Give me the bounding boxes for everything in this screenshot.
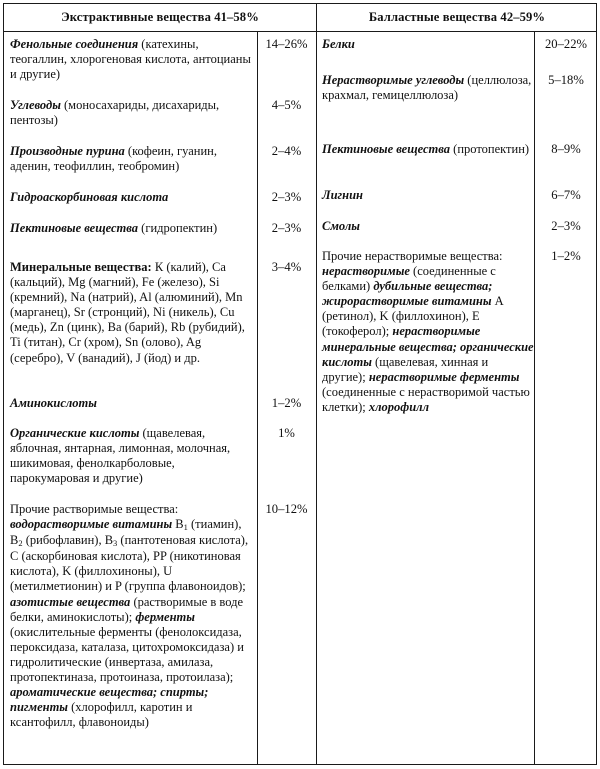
substance-percent: 1–2%	[551, 249, 581, 263]
substance-name: Минеральные вещества: К (калий), Ca (кальций), Mg (магний), Fe (железо), Si (кремний), Na (натрий), Al (алюминий), Mn (марганец), Sr (стронций), Ni (никель), Cu (медь), Zn (цинк), Ba (барий), Rb (рубидий), Ti (титан), Cr (хром), Sn (олово), Ag (серебро), V (ванадий), J (йод) и др.	[10, 260, 245, 365]
substance-percent: 5–18%	[548, 73, 584, 87]
substance-percent: 14–26%	[265, 37, 308, 51]
composition-table	[3, 3, 597, 765]
substance-percent: 1%	[278, 426, 295, 440]
substance-percent: 2–3%	[271, 190, 302, 204]
substance-name: Фенольные соединения (катехины, теогаллин, хлорогеновая кислота, антоцианы и другие)	[10, 37, 251, 82]
substance-percent: 2–3%	[271, 221, 302, 235]
substance-name: Лигнин	[322, 188, 363, 202]
substance-name: Углеводы (моносахариды, дисахариды, пентозы)	[10, 98, 220, 128]
substance-percent: 4–5%	[271, 98, 302, 112]
substance-name: Прочие растворимые вещества: водорастворимые витамины $B_1$ (тиамин), $B_2$ (рибофлавин), $B_3$ (пантотеновая кислота), C (аскорбиновая кислота), PP (никотиновая кислота), K (филлохиноны), U (метилметионин) и P (группа флавоноидов); азотистые вещества (растворимые в воде белки, аминокислоты); ферменты (окислительные ферменты (фенолоксидаза, пероксидаза, каталаза, цитохромоксидаза) и гидролитические (инвертаза, амилаза, протопектиназа, протоиназа, протоилаза); ароматические вещества; спирты; пигменты (хлорофилл, каротин и ксантофилл, флавоноиды)	[10, 502, 249, 730]
substance-name: Органические кислоты (щавелевая, яблочная, янтарная, лимонная, молочная, шикимовая, фенолкарболовые, парокумаровая и другие)	[10, 426, 231, 486]
substance-name: Гидроаскорбиновая кислота	[10, 190, 169, 204]
extractive-substances-panel	[4, 32, 316, 764]
substance-name: Пектиновые вещества (протопектин)	[322, 142, 530, 156]
table-header-row	[4, 4, 596, 32]
ballast-substances-panel	[316, 32, 598, 764]
header-extractive-substances: Экстрактивные вещества 41–58%	[61, 10, 259, 24]
header-ballast-substances: Балластные вещества 42–59%	[368, 10, 546, 24]
substance-name: Смолы	[322, 219, 360, 233]
substance-percent: 3–4%	[271, 260, 302, 274]
substance-name: Белки	[322, 37, 355, 51]
substance-percent: 1–2%	[271, 396, 302, 410]
substance-name: Прочие нерастворимые вещества: нерастворимые (соединенные с белками) дубильные вещества; жирорастворимые витамины A (ретинол), K (филлохинон), E (токоферол); нерастворимые минеральные вещества; органические кислоты (щавелевая, хинная и другие); нерастворимые ферменты (соединенные с нерастворимой частью клетки); хлорофилл	[322, 249, 534, 414]
substance-percent: 8–9%	[551, 142, 581, 156]
substance-percent: 20–22%	[545, 37, 587, 51]
substance-percent: 6–7%	[551, 188, 581, 202]
substance-percent: 2–3%	[551, 219, 581, 233]
substance-percent: 10–12%	[265, 502, 308, 516]
substance-percent: 2–4%	[271, 144, 302, 158]
substance-name: Пектиновые вещества (гидропектин)	[10, 221, 218, 235]
substance-name: Аминокислоты	[10, 396, 97, 410]
substance-name: Нерастворимые углеводы (целлюлоза, крахмал, гемицеллюлоза)	[322, 73, 532, 103]
substance-name: Производные пурина (кофеин, гуанин, аденин, теофиллин, теобромин)	[10, 144, 217, 174]
